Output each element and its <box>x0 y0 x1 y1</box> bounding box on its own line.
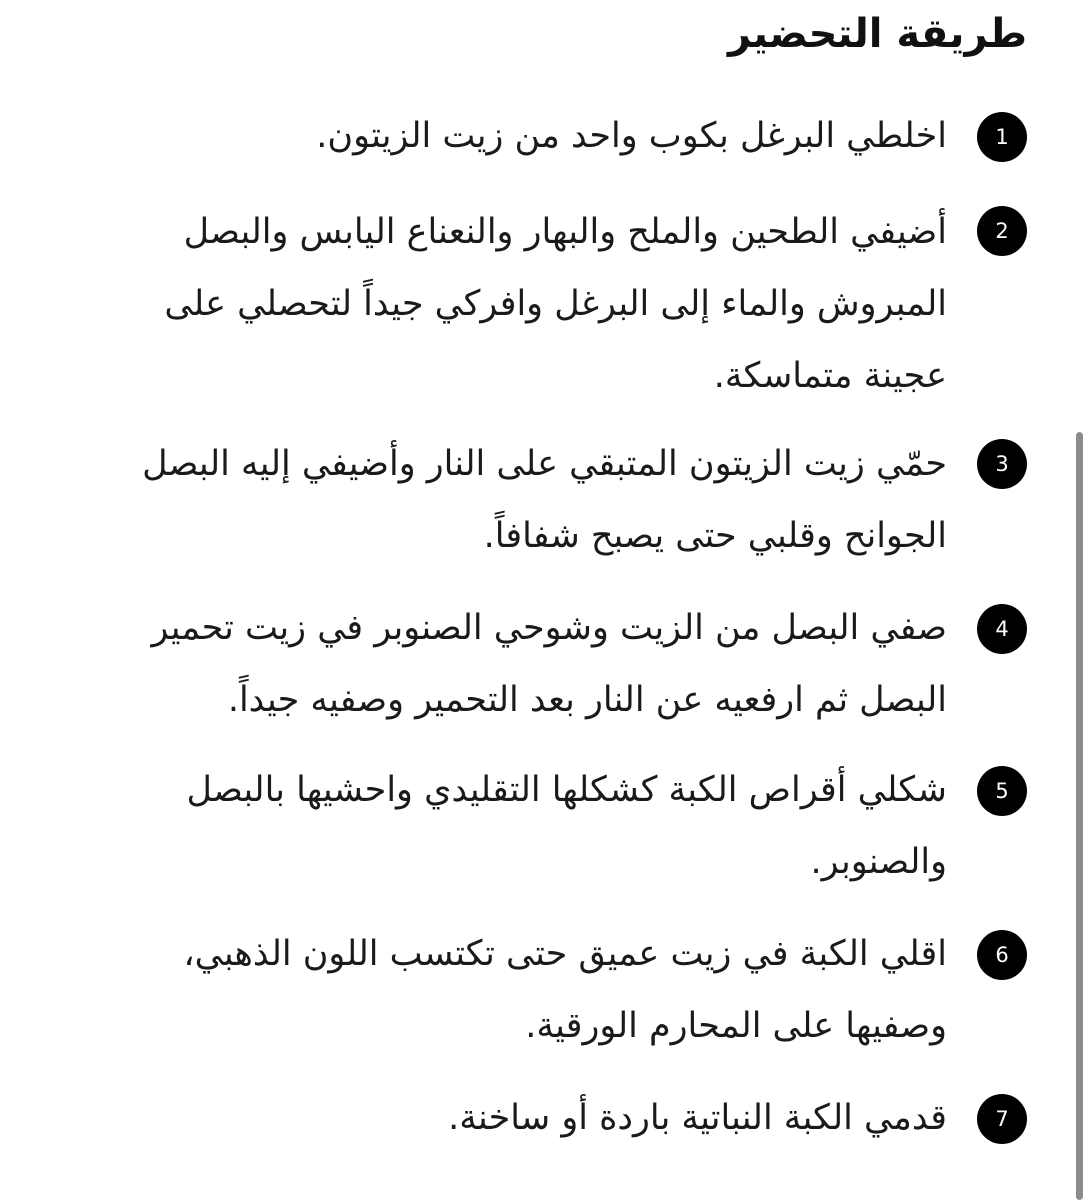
step-text: اخلطي البرغل بكوب واحد من زيت الزيتون. <box>316 116 947 156</box>
step-item-1 <box>92 100 1027 172</box>
step-number-badge: 1 <box>977 112 1027 162</box>
step-text: شكلي أقراص الكبة كشكلها التقليدي واحشيها بالبصل والصنوبر. <box>186 770 947 882</box>
step-text: أضيفي الطحين والملح والبهار والنعناع اليابس والبصل المبروش والماء إلى البرغل وافركي جيداً لتحصلي على عجينة متماسكة. <box>164 212 947 396</box>
step-text: قدمي الكبة النباتية باردة أو ساخنة. <box>448 1098 947 1138</box>
step-number-badge: 4 <box>977 604 1027 654</box>
step-number-badge: 3 <box>977 439 1027 489</box>
step-number-badge: 7 <box>977 1094 1027 1144</box>
step-item-3 <box>92 428 1027 572</box>
section-title: طريقة التحضير <box>727 11 1027 57</box>
step-text: حمّي زيت الزيتون المتبقي على النار وأضيفي إليه البصل الجوانح وقلبي حتى يصبح شفافاً. <box>142 444 947 556</box>
step-item-5 <box>92 754 1027 898</box>
step-number-badge: 5 <box>977 766 1027 816</box>
step-item-4 <box>92 592 1027 736</box>
step-item-7 <box>92 1082 1027 1154</box>
step-item-2 <box>92 196 1027 412</box>
step-number-badge: 2 <box>977 206 1027 256</box>
step-number-badge: 6 <box>977 930 1027 980</box>
step-text: صفي البصل من الزيت وشوحي الصنوبر في زيت تحمير البصل ثم ارفعيه عن النار بعد التحمير وصفيه جيداً. <box>151 608 947 720</box>
step-text: اقلي الكبة في زيت عميق حتى تكتسب اللون الذهبي، وصفيها على المحارم الورقية. <box>183 934 947 1046</box>
step-item-6 <box>92 918 1027 1062</box>
vertical-scrollbar[interactable] <box>1076 432 1083 1200</box>
